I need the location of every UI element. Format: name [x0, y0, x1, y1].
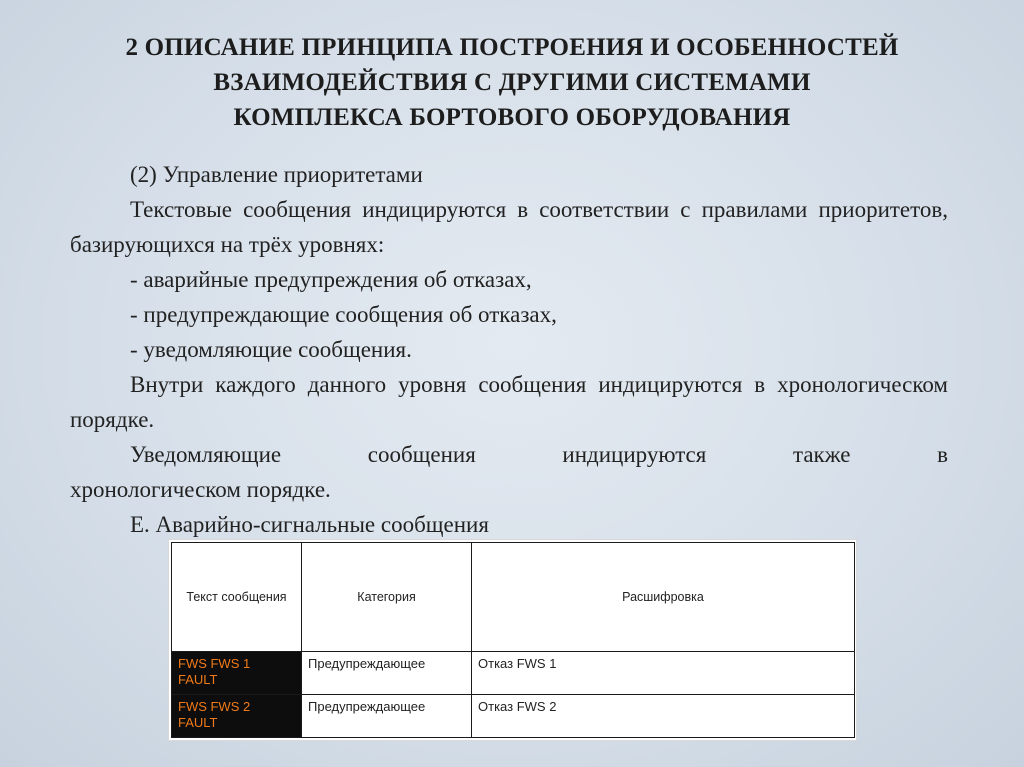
section-heading: (2) Управление приоритетами: [130, 162, 423, 187]
page-title: [40, 30, 984, 135]
category-cell: Предупреждающее: [302, 695, 472, 738]
paragraph-intro: Текстовые сообщения индицируются в соответствии с правилами приоритетов, базирующихся на трёх уровнях:: [70, 197, 948, 257]
title-line: 2 ОПИСАНИЕ ПРИНЦИПА ПОСТРОЕНИЯ И ОСОБЕННОСТЕЙ: [125, 34, 899, 61]
message-text-line: FWS FWS 1: [178, 656, 251, 671]
message-text-cell: [172, 652, 302, 695]
table-header-text: Текст сообщения: [172, 543, 302, 652]
table-row: [172, 652, 855, 695]
message-text-line: FAULT: [178, 715, 218, 730]
table-header-category: Категория: [302, 543, 472, 652]
messages-table: [171, 542, 855, 738]
body-text: [70, 157, 948, 542]
decoding-cell: Отказ FWS 1: [472, 652, 855, 695]
paragraph-notify-line: Уведомляющие сообщения индицируются также в: [130, 442, 948, 467]
table-row: [172, 695, 855, 738]
table-header-decoding: Расшифровка: [472, 543, 855, 652]
paragraph-order: Внутри каждого данного уровня сообщения индицируются в хронологическом порядке.: [70, 372, 948, 432]
message-text-line: FWS FWS 2: [178, 699, 251, 714]
message-text-line: FAULT: [178, 672, 218, 687]
list-item-level: - предупреждающие сообщения об отказах,: [130, 302, 557, 327]
category-cell: Предупреждающее: [302, 652, 472, 695]
message-text-cell: [172, 695, 302, 738]
table-header-row: [172, 543, 855, 652]
subsection-heading: Е. Аварийно-сигнальные сообщения: [130, 512, 489, 537]
list-item-level: - аварийные предупреждения об отказах,: [130, 267, 532, 292]
messages-table-frame: [169, 540, 856, 740]
title-line: ВЗАИМОДЕЙСТВИЯ С ДРУГИМИ СИСТЕМАМИ: [213, 69, 811, 96]
title-line: КОМПЛЕКСА БОРТОВОГО ОБОРУДОВАНИЯ: [233, 104, 791, 131]
list-item-level: - уведомляющие сообщения.: [130, 337, 412, 362]
paragraph-notify-line: хронологическом порядке.: [70, 477, 331, 502]
decoding-cell: Отказ FWS 2: [472, 695, 855, 738]
